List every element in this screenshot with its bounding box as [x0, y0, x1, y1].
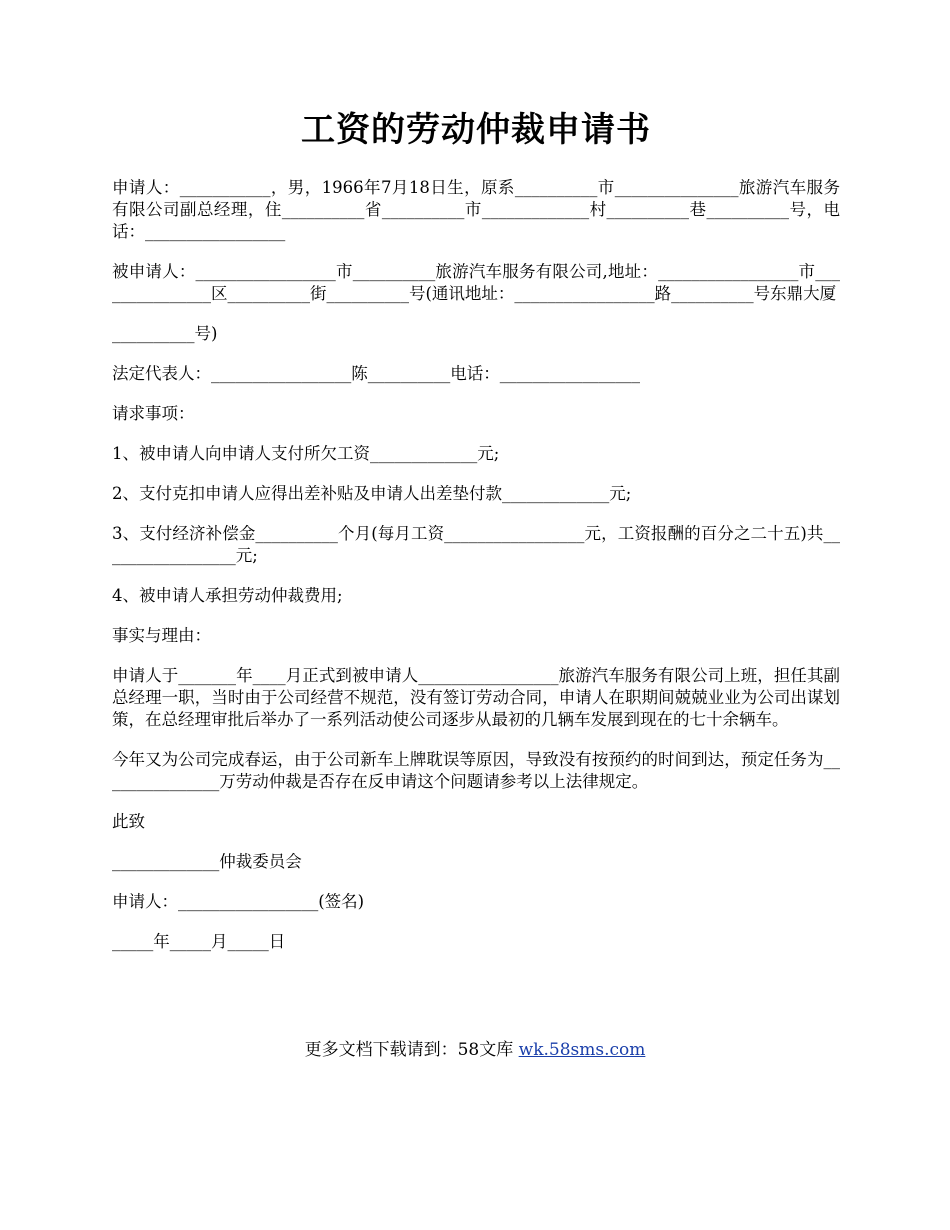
paragraph-respondent: 被申请人：_________________市__________旅游汽车服务有限公司,地址：_________________市_______________区__________街__________号(通讯地址：_________________路__________号东鼎大厦	[112, 261, 840, 303]
document-body	[112, 110, 840, 971]
paragraph-respondent-address-cont: __________号)	[112, 323, 218, 343]
footer-link[interactable]: wk.58sms.com	[518, 1040, 646, 1060]
heading-facts: 事实与理由：	[112, 625, 211, 645]
footer	[0, 1035, 950, 1060]
paragraph-facts-2: 今年又为公司完成春运，由于公司新车上牌耽误等原因，导致没有按预约的时间到达，预定任务为_______________万劳动仲裁是否存在反申请这个问题请参考以上法律规定。	[112, 749, 840, 791]
claim-item-2: 2、支付克扣申请人应得出差补贴及申请人出差垫付款_____________元;	[112, 483, 632, 503]
addressee-committee: _____________仲裁委员会	[112, 851, 302, 871]
heading-claims: 请求事项：	[112, 403, 195, 423]
closing-salutation: 此致	[112, 811, 145, 831]
paragraph-applicant: 申请人：___________，男，1966年7月18日生，原系__________市_______________旅游汽车服务有限公司副总经理，住__________省__________市_____________村__________巷__________号，电话：_________________	[112, 177, 840, 241]
paragraph-legal-representative: 法定代表人：_________________陈__________电话：_________________	[112, 363, 640, 383]
claim-item-3: 3、支付经济补偿金__________个月(每月工资_________________元，工资报酬的百分之二十五)共_________________元;	[112, 523, 840, 565]
claim-item-4: 4、被申请人承担劳动仲裁费用;	[112, 585, 343, 605]
footer-text: 更多文档下载请到：58文库	[304, 1040, 519, 1060]
paragraph-facts-1: 申请人于_______年____月正式到被申请人_________________旅游汽车服务有限公司上班，担任其副总经理一职，当时由于公司经营不规范，没有签订劳动合同，申请人在职期间兢兢业业为公司出谋划策，在总经理审批后举办了一系列活动使公司逐步从最初的几辆车发展到现在的七十余辆车。	[112, 665, 840, 729]
date-line: _____年_____月_____日	[112, 931, 286, 951]
signature-line: 申请人：_________________(签名)	[112, 891, 365, 911]
claim-item-1: 1、被申请人向申请人支付所欠工资_____________元;	[112, 443, 500, 463]
document-title: 工资的劳动仲裁申请书	[301, 110, 651, 150]
